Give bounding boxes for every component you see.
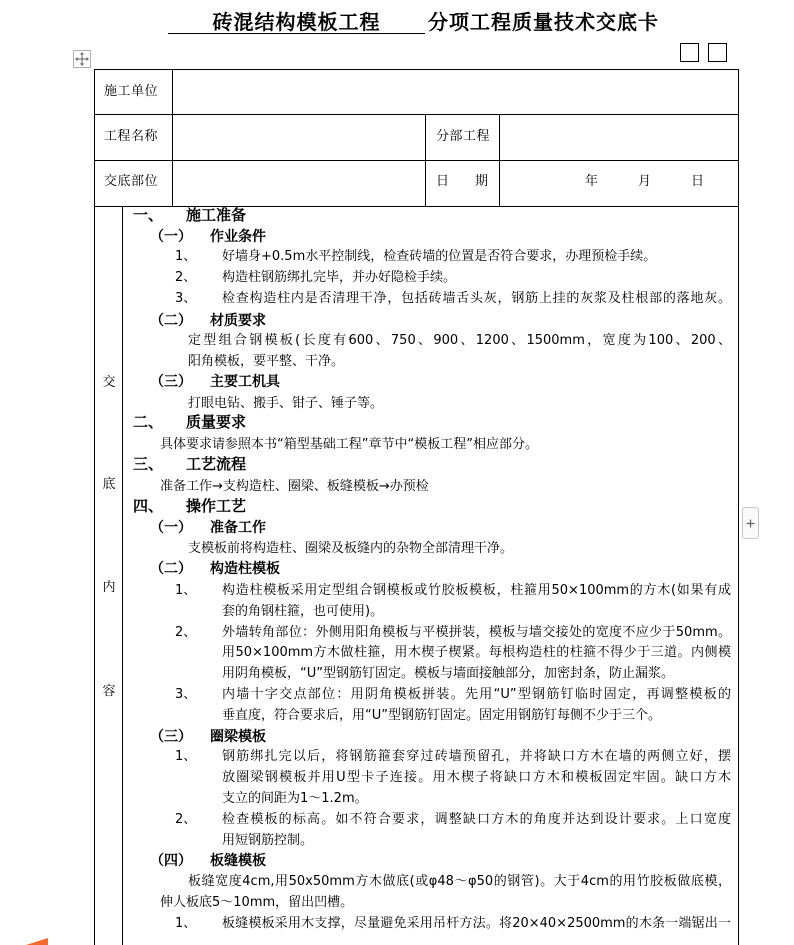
date-day: 日 xyxy=(691,174,705,189)
subsection-heading: 板缝模板 xyxy=(210,853,266,869)
list-item-continuation: 放圈梁钢模板并用U型卡子连接。用木楔子将缺口方木和模板固定牢固。缺口方木 xyxy=(222,770,731,785)
item-number: （一） xyxy=(150,229,192,245)
column-divider xyxy=(172,70,173,207)
list-item-text: 构造柱钢筋绑扎完毕，并办好隐检手续。 xyxy=(222,270,457,285)
paragraph-text: 定型组合钢模板(长度有600、750、900、1200、1500mm，宽度为100、200、 xyxy=(188,333,731,348)
paragraph-text: 准备工作→支构造柱、圈梁、板缝模板→办预检 xyxy=(160,479,429,494)
subsection-heading: 作业条件 xyxy=(210,229,266,245)
list-item-continuation: 支立的间距为1～1.2m。 xyxy=(222,791,368,806)
item-number: 3、 xyxy=(175,687,197,702)
item-number: （四） xyxy=(150,853,192,869)
column-divider xyxy=(122,206,123,945)
date-year: 年 xyxy=(585,174,599,189)
subsection-heading: 圈梁模板 xyxy=(210,729,266,745)
item-number: 1、 xyxy=(175,249,197,264)
section-heading: 质量要求 xyxy=(186,413,247,431)
date-label: 日 期 xyxy=(436,174,489,189)
paragraph-text: 打眼电钻、搬手、钳子、锤子等。 xyxy=(188,396,384,411)
list-item-text: 检查模板的标高。如不符合要求，调整缺口方木的角度并达到设计要求。上口宽度 xyxy=(222,812,731,827)
date-month: 月 xyxy=(638,174,652,189)
paragraph-text: 支模板前将构造柱、圈梁及板缝内的杂物全部清理干净。 xyxy=(188,541,514,556)
side-label-char: 底 xyxy=(102,477,116,492)
section-heading: 施工准备 xyxy=(186,206,247,224)
item-number: （二） xyxy=(150,313,192,329)
division-label: 分部工程 xyxy=(436,129,491,144)
plus-icon xyxy=(746,519,755,528)
item-number: 一、 xyxy=(133,206,164,224)
title-card-name: 分项工程质量技术交底卡 xyxy=(428,10,659,34)
move-handle[interactable] xyxy=(73,50,91,68)
add-button[interactable] xyxy=(742,507,759,539)
paragraph-text: 伸人板底5～10mm，留出凹槽。 xyxy=(160,895,354,910)
subsection-heading: 材质要求 xyxy=(210,313,266,329)
list-item-continuation: 用阴角模板，“U”型钢筋钉固定。模板与墙面接触部分，加密封条，防止漏浆。 xyxy=(222,666,674,681)
subsection-heading: 准备工作 xyxy=(210,520,266,536)
list-item-continuation: 用50×100mm方木做柱箍，用木楔子楔紧。每根构造柱的柱箍不得少于三道。内侧模 xyxy=(222,645,731,660)
section-heading: 工艺流程 xyxy=(186,455,247,473)
item-number: 四、 xyxy=(133,497,164,515)
item-number: 三、 xyxy=(133,455,164,473)
item-number: （三） xyxy=(150,374,192,390)
paragraph-text: 具体要求请参照本书“箱型基础工程”章节中“模板工程”相应部分。 xyxy=(160,437,538,452)
item-number: 1、 xyxy=(175,916,197,931)
title-project-name: 砖混结构模板工程 xyxy=(168,11,425,34)
list-item-text: 板缝模板采用木支撑，尽量避免采用吊杆方法。将20×40×2500mm的木条一端锯出一 xyxy=(222,916,731,931)
list-item-continuation: 垂直度，符合要求后，用“U”型钢筋钉固定。固定用钢筋钉每侧不少于三个。 xyxy=(222,708,661,723)
list-item-continuation: 用短钢筋控制。 xyxy=(222,833,314,848)
item-number: 二、 xyxy=(133,413,164,431)
item-number: 2、 xyxy=(175,625,197,640)
disclosure-part-label: 交底部位 xyxy=(104,174,159,189)
side-label-char: 交 xyxy=(102,375,116,390)
side-label-char: 容 xyxy=(102,684,116,699)
column-divider xyxy=(499,114,500,207)
section-heading: 操作工艺 xyxy=(186,497,247,515)
list-item-text: 检查构造柱内是否清理干净，包括砖墙舌头灰，钢筋上挂的灰浆及柱根部的落地灰。 xyxy=(222,291,731,306)
column-divider xyxy=(425,114,426,207)
empty-box xyxy=(680,43,699,62)
subsection-heading: 主要工机具 xyxy=(210,374,280,390)
list-item-text: 构造柱模板采用定型组合钢模板或竹胶板模板，柱箍用50×100mm的方木(如果有成 xyxy=(222,583,731,598)
item-number: 2、 xyxy=(175,812,197,827)
list-item-continuation: 套的角钢柱箍，也可使用)。 xyxy=(222,604,384,619)
move-icon xyxy=(73,50,91,68)
item-number: （二） xyxy=(150,561,192,577)
project-name-label: 工程名称 xyxy=(104,129,159,144)
item-number: （三） xyxy=(150,729,192,745)
side-label-char: 内 xyxy=(102,580,116,595)
subsection-heading: 构造柱模板 xyxy=(210,561,280,577)
item-number: 3、 xyxy=(175,291,197,306)
item-number: （一） xyxy=(150,520,192,536)
item-number: 1、 xyxy=(175,749,197,764)
list-item-text: 钢筋绑扎完以后，将钢筋箍套穿过砖墙预留孔，并将缺口方木在墙的两侧立好，摆 xyxy=(222,749,731,764)
construction-unit-label: 施工单位 xyxy=(104,84,159,99)
empty-box xyxy=(708,43,727,62)
list-item-text: 内墙十字交点部位：用阴角模板拼装。先用“U”型钢筋钉临时固定，再调整模板的 xyxy=(222,687,731,702)
orange-corner-mark xyxy=(22,936,48,945)
item-number: 2、 xyxy=(175,270,197,285)
item-number: 1、 xyxy=(175,583,197,598)
list-item-text: 好墙身+0.5m水平控制线，检查砖墙的位置是否符合要求，办理预检手续。 xyxy=(222,249,657,264)
paragraph-text: 阳角模板，要平整、干净。 xyxy=(188,354,345,369)
row-divider xyxy=(95,114,738,115)
list-item-text: 外墙转角部位：外侧用阳角模板与平模拼装，模板与墙交接处的宽度不应少于50mm。 xyxy=(222,625,731,640)
row-divider xyxy=(95,160,738,161)
paragraph-text: 板缝宽度4cm,用50x50mm方木做底(或φ48～φ50的钢管)。大于4cm的用竹胶板做底模， xyxy=(188,874,731,889)
